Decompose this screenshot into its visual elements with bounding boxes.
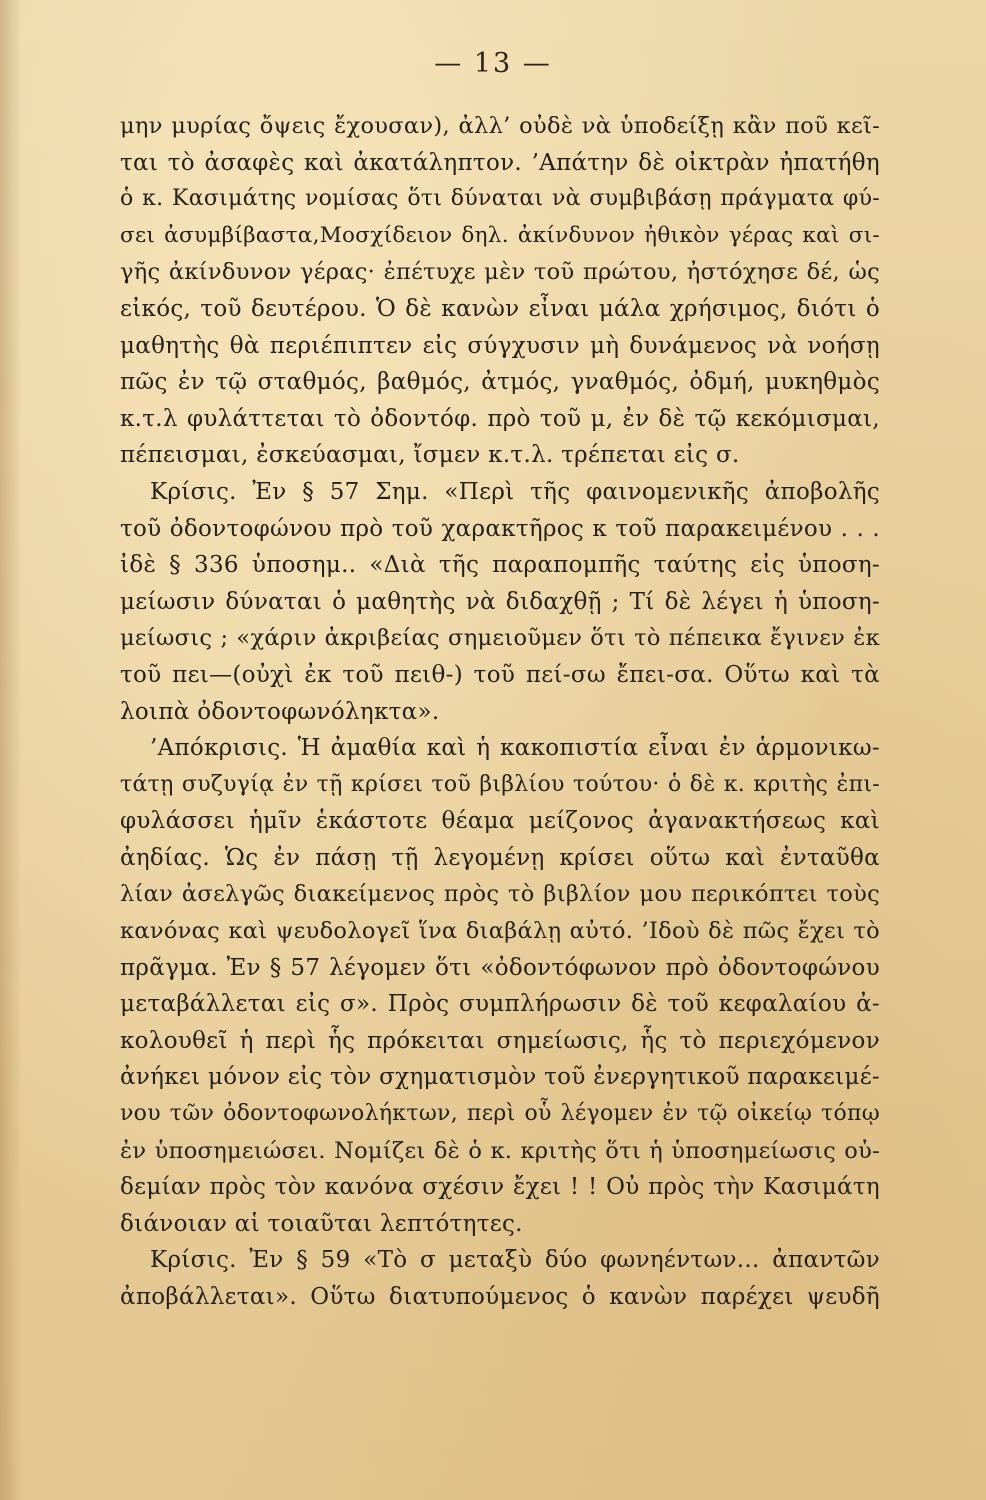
text-line: ὁ κ. Κασιμάτης νομίσας ὅτι δύναται νὰ συμβιβάσῃ πράγματα φύ- <box>120 186 880 212</box>
text-line: σει ἀσυμβίβαστα,Μοσχίδειον δηλ. ἀκίνδυνον ἠθικὸν γέρας καὶ σι- <box>120 222 880 248</box>
text-line: ται τὸ ἀσαφὲς καὶ ἀκατάληπτον. ’Απάτην δὲ οἰκτρὰν ἠπατήθη <box>120 149 880 176</box>
text-line: ’Απόκρισις. Ἡ ἀμαθία καὶ ἡ κακοπιστία εἶναι ἐν ἁρμονικω- <box>150 735 880 762</box>
text-line: μεταβάλλεται εἰς σ». Πρὸς συμπλήρωσιν δὲ τοῦ κεφαλαίου ἀ- <box>120 991 880 1018</box>
spine-shadow <box>0 0 22 1500</box>
text-line: λοιπὰ ὀδοντοφωνόληκτα». <box>120 698 440 725</box>
text-line: μην μυρίας ὄψεις ἔχουσαν), ἀλλ’ οὐδὲ νὰ ὑποδείξῃ κἂν ποῦ κεῖ- <box>120 113 880 139</box>
text-line: νου τῶν ὀδοντοφωνολήκτων, περὶ οὗ λέγομεν ἐν τῷ οἰκείῳ τόπῳ <box>120 1101 880 1127</box>
text-line: πρᾶγμα. Ἐν § 57 λέγομεν ὅτι «ὀδοντόφωνον πρὸ ὀδοντοφώνου <box>120 954 880 981</box>
text-line: εἰκός, τοῦ δευτέρου. Ὁ δὲ κανὼν εἶναι μάλα χρήσιμος, διότι ὁ <box>120 295 880 322</box>
text-line: κανόνας καὶ ψευδολογεῖ ἵνα διαβάλῃ αὐτό. ’Ιδοὺ δὲ πῶς ἔχει τὸ <box>120 918 880 945</box>
text-line: φυλάσσει ἡμῖν ἑκάστοτε θέαμα μείζονος ἀγανακτήσεως καὶ <box>120 808 880 835</box>
text-line: μείωσις ; «χάριν ἀκριβείας σημειοῦμεν ὅτι τὸ πέπεικα ἔγινεν ἐκ <box>120 625 880 652</box>
text-line: μείωσιν δύναται ὁ μαθητὴς νὰ διδαχθῇ ; Τί δὲ λέγει ἡ ὑποση- <box>120 588 880 615</box>
text-line: τοῦ ὀδοντοφώνου πρὸ τοῦ χαρακτῆρος κ τοῦ παρακειμένου . . . <box>120 515 880 542</box>
text-line: ἰδὲ § 336 ὑποσημ.. «Διὰ τῆς παραπομπῆς ταύτης εἰς ὑποση- <box>120 552 880 579</box>
text-line: μαθητὴς θὰ περιέπιπτεν εἰς σύγχυσιν μὴ δυνάμενος νὰ νοήσῃ <box>120 332 880 359</box>
text-line: δεμίαν πρὸς τὸν κανόνα σχέσιν ἔχει ! ! Οὐ πρὸς τὴν Κασιμάτη <box>120 1174 880 1201</box>
text-line: γῆς ἀκίνδυνον γέρας· ἐπέτυχε μὲν τοῦ πρώτου, ἠστόχησε δέ, ὡς <box>120 259 880 286</box>
text-line: ἀηδίας. Ὡς ἐν πάσῃ τῇ λεγομένῃ κρίσει οὕτω καὶ ἐνταῦθα <box>120 844 880 871</box>
text-line: κολουθεῖ ἡ περὶ ἧς πρόκειται σημείωσις, ἧς τὸ περιεχόμενον <box>120 1027 880 1054</box>
text-line: ἐν ὑποσημειώσει. Νομίζει δὲ ὁ κ. κριτὴς ὅτι ἡ ὑποσημείωσις οὐ- <box>120 1137 880 1164</box>
text-line: ἀνήκει μόνον εἰς τὸν σχηματισμὸν τοῦ ἐνεργητικοῦ παρακειμέ- <box>120 1064 880 1091</box>
text-line: Κρίσις. Ἐν § 59 «Τὸ σ μεταξὺ δύο φωνηέντων... ἀπαντῶν <box>150 1247 880 1274</box>
text-line: τάτῃ συζυγίᾳ ἐν τῇ κρίσει τοῦ βιβλίου τούτου· ὁ δὲ κ. κριτὴς ἐπι- <box>120 771 880 797</box>
text-line: πέπεισμαι, ἐσκεύασμαι, ἴσμεν κ.τ.λ. τρέπεται εἰς σ. <box>120 442 740 469</box>
body-text <box>120 108 880 1316</box>
text-line: πῶς ἐν τῷ σταθμός, βαθμός, ἀτμός, γναθμός, ὀδμή, μυκηθμὸς <box>120 369 880 396</box>
text-line: Κρίσις. Ἐν § 57 Σημ. «Περὶ τῆς φαινομενικῆς ἀποβολῆς <box>150 478 880 505</box>
text-line: ἀποβάλλεται». Οὕτω διατυπούμενος ὁ κανὼν παρέχει ψευδῆ <box>120 1284 880 1310</box>
page-number: — 13 — <box>434 48 552 79</box>
text-line: διάνοιαν αἱ τοιαῦται λεπτότητες. <box>120 1210 523 1237</box>
text-line: λίαν ἀσελγῶς διακείμενος πρὸς τὸ βιβλίον μου περικόπτει τοὺς <box>120 881 880 908</box>
text-line: τοῦ πει—(οὐχὶ ἐκ τοῦ πειθ-) τοῦ πεί-σω ἔπει-σα. Οὕτω καὶ τὰ <box>120 661 880 688</box>
text-line: κ.τ.λ φυλάττεται τὸ ὀδοντόφ. πρὸ τοῦ μ, ἐν δὲ τῷ κεκόμισμαι, <box>120 405 880 432</box>
